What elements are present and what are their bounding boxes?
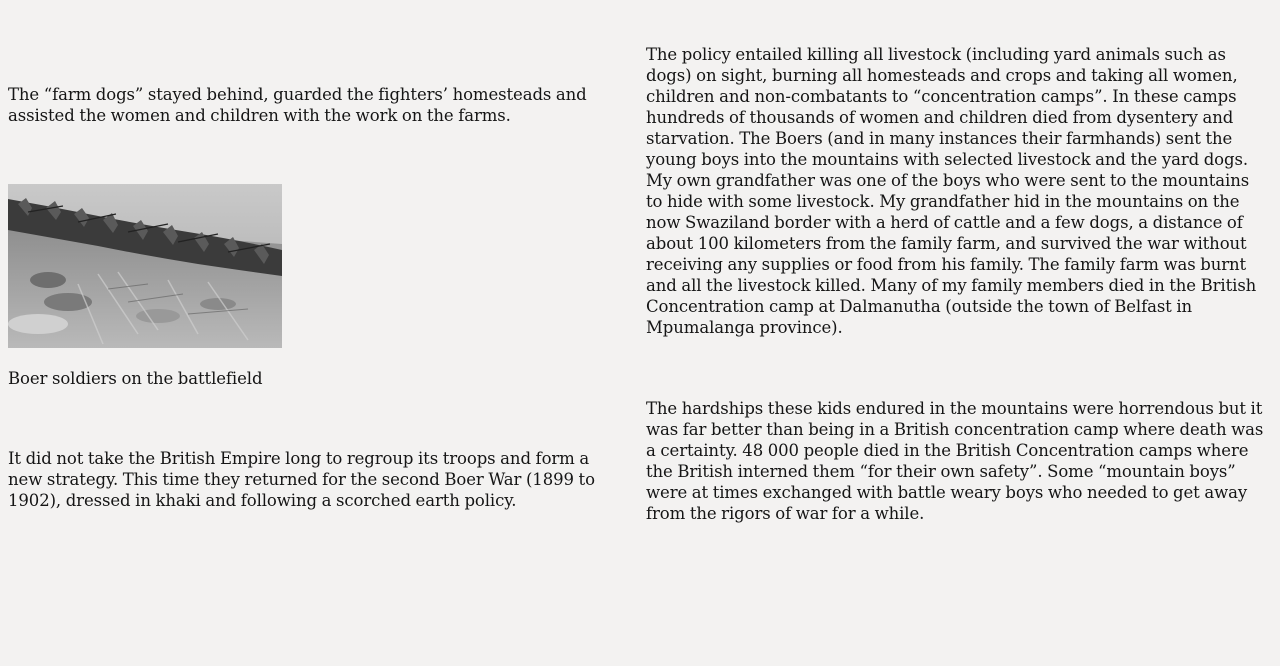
photo-caption: Boer soldiers on the battlefield <box>8 369 263 388</box>
boer-soldiers-image <box>8 184 282 348</box>
boer-soldiers-photo <box>8 184 282 348</box>
farm-dogs-paragraph: The “farm dogs” stayed behind, guarded the fighters’ homesteads and assisted the women and children with the work on the farms. <box>8 85 587 125</box>
mountain-boys-paragraph: The hardships these kids endured in the mountains were horrendous but it was far better than being in a British concentration camp where death was a certainty. 48 000 people died in the British Concentration camps where the British interned them “for their own safety”. Some “mountain boys” were at times exchanged with battle weary boys who needed to get away from the rigors of war for a while. <box>646 399 1264 523</box>
british-empire-paragraph: It did not take the British Empire long to regroup its troops and form a new strategy. This time they returned for the second Boer War (1899 to 1902), dressed in khaki and following a scorched earth policy. <box>8 449 595 510</box>
scorched-earth-policy-paragraph: The policy entailed killing all livestock (including yard animals such as dogs) on sight, burning all homesteads and crops and taking all women, children and non-combatants to “concentration camps”. In these camps hundreds of thousands of women and children died from dysentery and starvation. The Boers (and in many instances their farmhands) sent the young boys into the mountains with selected livestock and the yard dogs. My own grandfather was one of the boys who were sent to the mountains to hide with some livestock. My grandfather hid in the mountains on the now Swaziland border with a herd of cattle and a few dogs, a distance of about 100 kilometers from the family farm, and survived the war without receiving any supplies or food from his family. The family farm was burnt and all the livestock killed. Many of my family members died in the British Concentration camp at Dalmanutha (outside the town of Belfast in Mpumalanga province). <box>646 45 1257 337</box>
